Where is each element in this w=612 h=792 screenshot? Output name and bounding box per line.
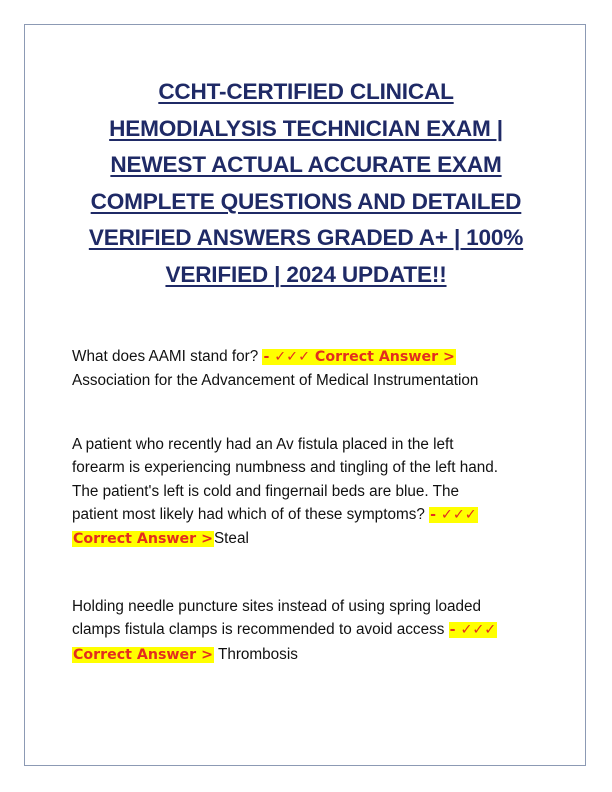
check-marks: - ✓✓✓ xyxy=(430,506,477,523)
answer-text: Association for the Advancement of Medical Instrumentation xyxy=(72,372,479,390)
answer-text: Thrombosis xyxy=(217,645,298,663)
question-text: clamps fistula clamps is recommended to avoid access xyxy=(72,621,445,639)
correct-answer-marker xyxy=(449,622,498,638)
correct-answer-marker xyxy=(262,349,455,365)
question-line: A patient who recently had an Av fistula placed in the left xyxy=(72,436,454,453)
correct-answer-marker xyxy=(72,647,214,663)
title-line-1: CCHT-CERTIFIED CLINICAL xyxy=(158,79,454,104)
title-line-2: HEMODIALYSIS TECHNICIAN EXAM | xyxy=(109,115,503,141)
question-line: The patient's left is cold and fingernail beds are blue. The xyxy=(72,482,460,500)
correct-answer-marker xyxy=(72,531,214,547)
qa-line xyxy=(72,345,542,369)
question-text: What does AAMI stand for? xyxy=(72,348,259,365)
qa-line xyxy=(72,503,542,527)
check-marks: - ✓✓✓ xyxy=(449,622,497,639)
title-line-3: NEWEST ACTUAL ACCURATE EXAM xyxy=(110,152,502,178)
correct-answer-label: Correct Answer > xyxy=(73,531,213,548)
correct-answer-label: Correct Answer > xyxy=(73,646,213,663)
question-line: forearm is experiencing numbness and tingling of the left hand. xyxy=(72,459,499,477)
qa-line xyxy=(72,618,542,642)
title-line-6: VERIFIED | 2024 UPDATE!! xyxy=(165,261,447,287)
question-line: Holding needle puncture sites instead of using spring loaded xyxy=(72,598,482,615)
answer-text: Steal xyxy=(213,530,249,548)
check-marks: - ✓✓✓ xyxy=(263,349,310,365)
qa-item-3 xyxy=(72,595,542,667)
title-line-5: VERIFIED ANSWERS GRADED A+ | 100% xyxy=(88,225,524,251)
qa-line xyxy=(72,643,542,667)
qa-item-1 xyxy=(72,345,542,393)
qa-line xyxy=(72,527,542,551)
correct-answer-label: Correct Answer > xyxy=(314,349,455,365)
document-title xyxy=(40,74,572,294)
question-text: patient most likely had which of of these symptoms? xyxy=(72,505,425,523)
correct-answer-marker xyxy=(429,507,478,523)
title-line-4: COMPLETE QUESTIONS AND DETAILED xyxy=(90,188,522,214)
qa-item-2 xyxy=(72,433,542,551)
